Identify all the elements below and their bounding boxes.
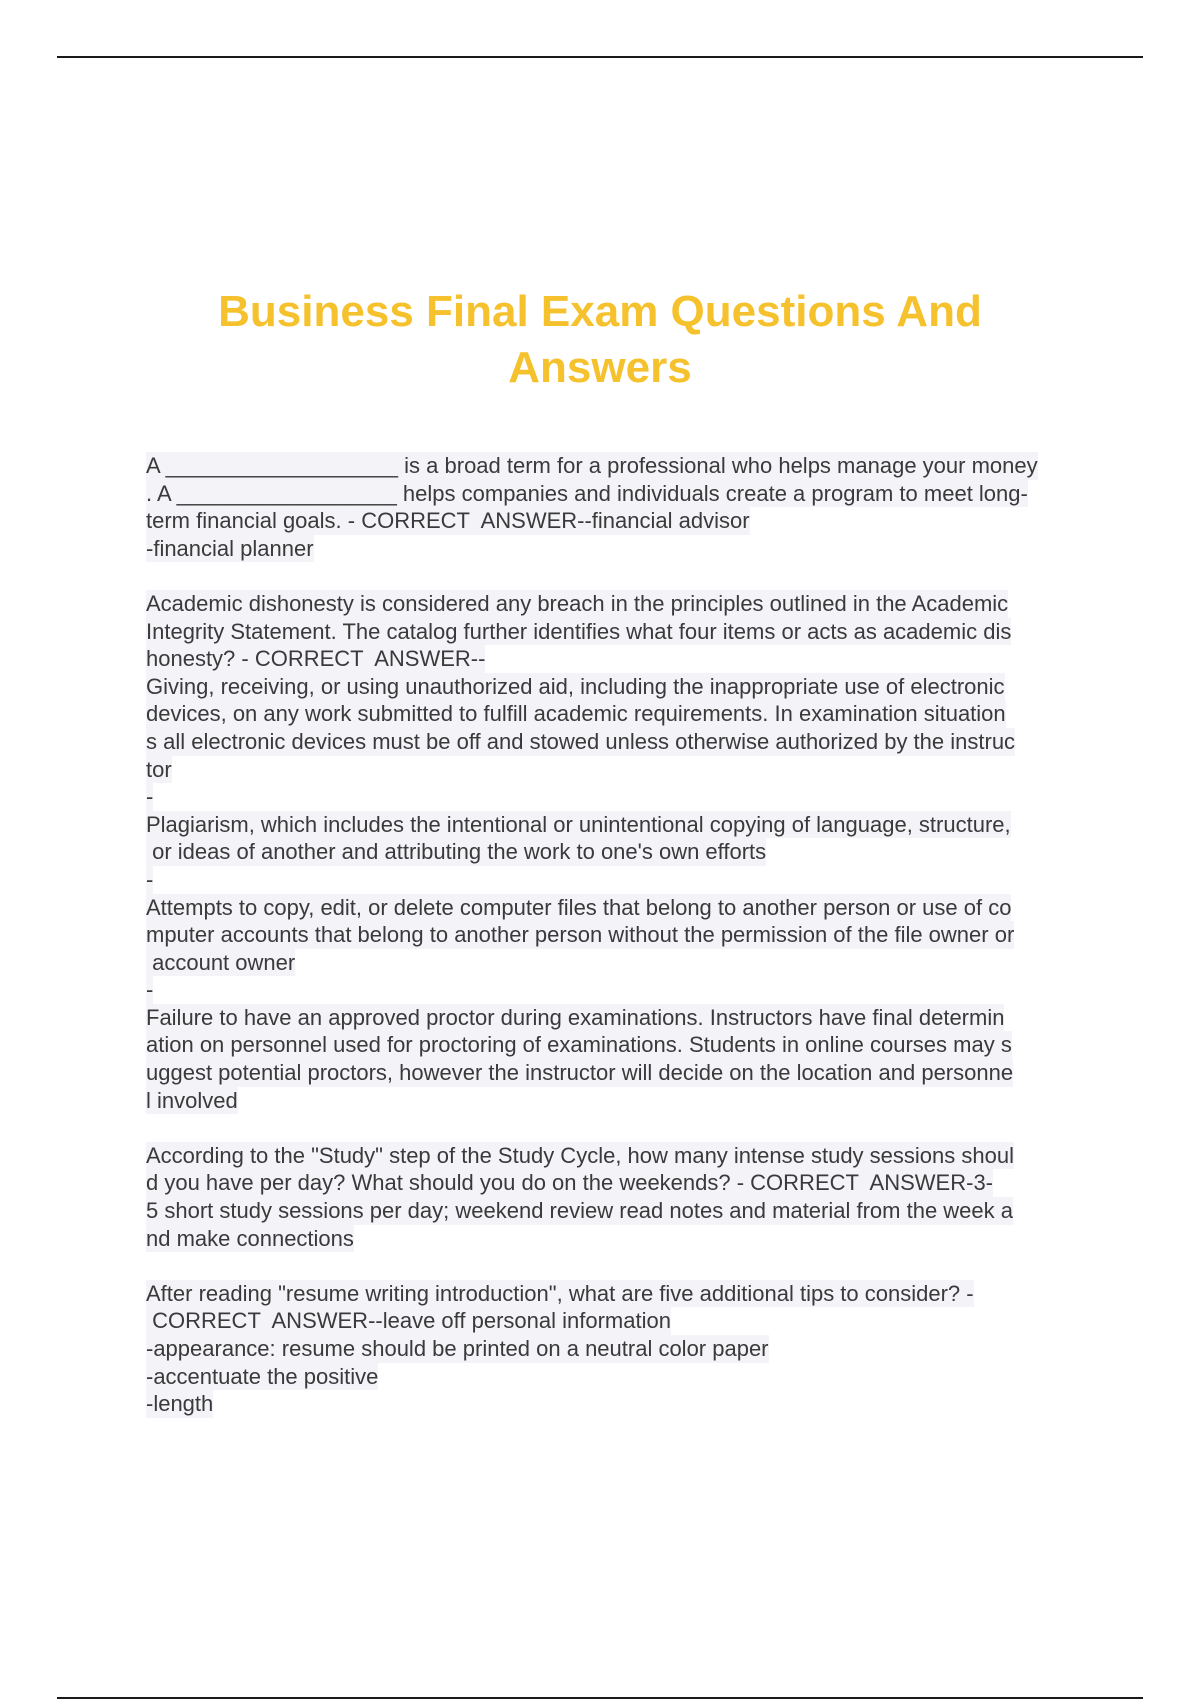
bottom-rule — [57, 1697, 1143, 1699]
qa-text-line: or ideas of another and attributing the work to one's own efforts — [146, 839, 767, 865]
qa-text-line: After reading "resume writing introduction", what are five additional tips to consider? - — [146, 1280, 974, 1306]
qa-text-line: - — [146, 866, 154, 892]
qa-text-line: uggest potential proctors, however the instructor will decide on the location and personne — [146, 1060, 1014, 1086]
qa-text-line: s all electronic devices must be off and stowed unless otherwise authorized by the instruc — [146, 728, 1016, 754]
top-rule — [57, 56, 1143, 58]
document-body — [146, 452, 1088, 1418]
qa-text-line: tor — [146, 756, 172, 782]
title-line-1: Business Final Exam Questions And — [218, 287, 982, 336]
qa-text-line: ation on personnel used for proctoring of examinations. Students in online courses may s — [146, 1032, 1012, 1058]
qa-text-line: term financial goals. - CORRECT ANSWER--financial advisor — [146, 508, 750, 534]
qa-text-line: honesty? - CORRECT ANSWER-- — [146, 646, 486, 672]
qa-text-line: Giving, receiving, or using unauthorized aid, including the inappropriate use of electronic — [146, 673, 1005, 699]
qa-text-line: Attempts to copy, edit, or delete computer files that belong to another person or use of co — [146, 894, 1012, 920]
qa-text-line: -length — [146, 1391, 214, 1417]
title-line-2: Answers — [508, 343, 692, 392]
qa-text-line: devices, on any work submitted to fulfill academic requirements. In examination situation — [146, 701, 1006, 727]
block-spacer — [146, 562, 1088, 590]
qa-text-line: l involved — [146, 1087, 238, 1113]
block-spacer — [146, 1252, 1088, 1280]
qa-text-line: Failure to have an approved proctor during examinations. Instructors have final determin — [146, 1004, 1005, 1030]
qa-block — [146, 1280, 1088, 1418]
qa-block — [146, 1142, 1088, 1252]
qa-text-line: -accentuate the positive — [146, 1363, 379, 1389]
qa-text-line: - — [146, 977, 154, 1003]
qa-text-line: CORRECT ANSWER--leave off personal information — [146, 1308, 671, 1334]
qa-text-line: A ___________________ is a broad term for a professional who helps manage your money — [146, 453, 1038, 478]
qa-block — [146, 452, 1088, 562]
qa-block — [146, 590, 1088, 1114]
qa-text-line: . A __________________ helps companies and individuals create a program to meet long- — [146, 480, 1028, 506]
qa-text-line: account owner — [146, 949, 296, 975]
qa-text-line: - — [146, 784, 154, 810]
qa-text-line: -appearance: resume should be printed on a neutral color paper — [146, 1336, 769, 1361]
document-title — [150, 284, 1050, 396]
qa-text-line: mputer accounts that belong to another person without the permission of the file owner or — [146, 922, 1015, 948]
qa-text-line: 5 short study sessions per day; weekend review read notes and material from the week a — [146, 1198, 1014, 1224]
block-spacer — [146, 1114, 1088, 1142]
qa-text-line: Integrity Statement. The catalog further identifies what four items or acts as academic dis — [146, 618, 1012, 644]
qa-text-line: -financial planner — [146, 535, 314, 561]
qa-text-line: d you have per day? What should you do on the weekends? - CORRECT ANSWER-3- — [146, 1170, 994, 1196]
qa-text-line: nd make connections — [146, 1225, 354, 1251]
qa-text-line: According to the "Study" step of the Study Cycle, how many intense study sessions shoul — [146, 1142, 1014, 1168]
qa-text-line: Plagiarism, which includes the intentional or unintentional copying of language, structure, — [146, 811, 1011, 837]
qa-text-line: Academic dishonesty is considered any breach in the principles outlined in the Academic — [146, 590, 1009, 616]
